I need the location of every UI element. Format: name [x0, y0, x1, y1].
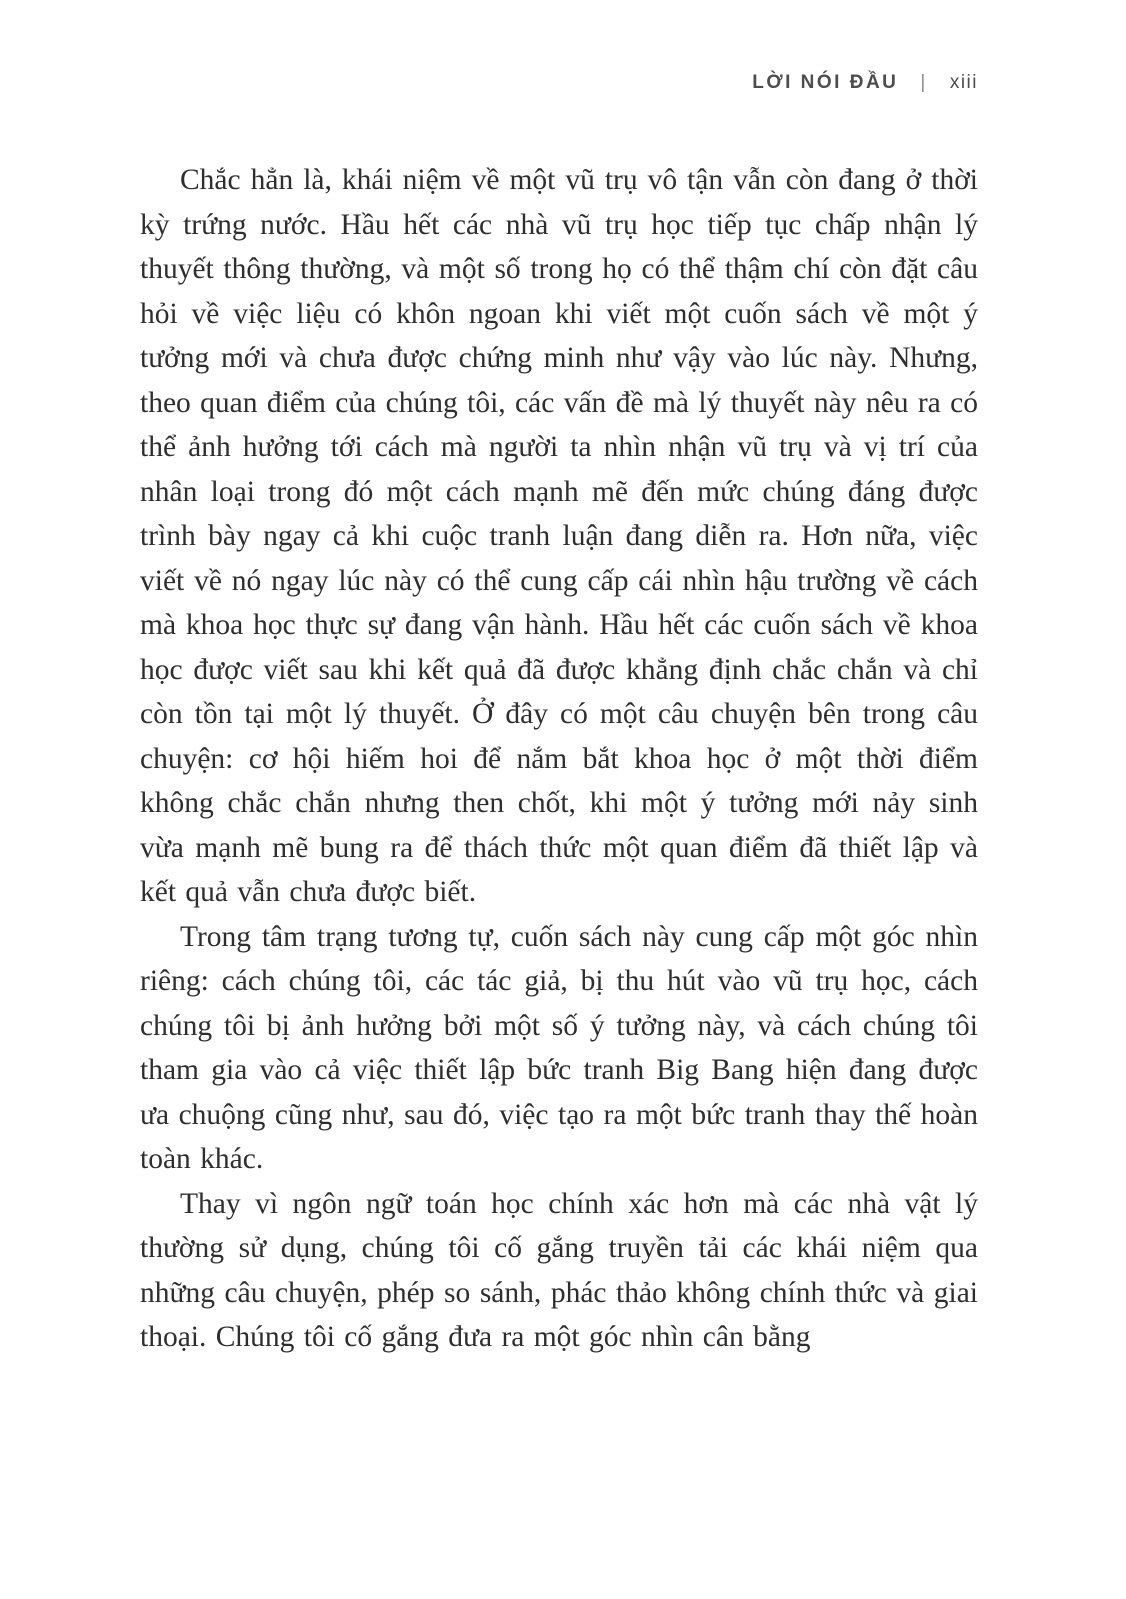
paragraph: Chắc hẳn là, khái niệm về một vũ trụ vô tận vẫn còn đang ở thời kỳ trứng nước. Hầu hết các nhà vũ trụ học tiếp tục chấp nhận lý thuyết thông thường, và một số trong họ có thể thậm chí còn đặt câu hỏi về việc liệu có khôn ngoan khi viết một cuốn sách về một ý tưởng mới và chưa được chứng minh như vậy vào lúc này. Nhưng, theo quan điểm của chúng tôi, các vấn đề mà lý thuyết này nêu ra có thể ảnh hưởng tới cách mà người ta nhìn nhận vũ trụ và vị trí của nhân loại trong đó một cách mạnh mẽ đến mức chúng đáng được trình bày ngay cả khi cuộc tranh luận đang diễn ra. Hơn nữa, việc viết về nó ngay lúc này có thể cung cấp cái nhìn hậu trường về cách mà khoa học thực sự đang vận hành. Hầu hết các cuốn sách về khoa học được viết sau khi kết quả đã được khẳng định chắc chắn và chỉ còn tồn tại một lý thuyết. Ở đây có một câu chuyện bên trong câu chuyện: cơ hội hiếm hoi để nắm bắt khoa học ở một thời điểm không chắc chắn nhưng then chốt, khi một ý tưởng mới nảy sinh vừa mạnh mẽ bung ra để thách thức một quan điểm đã thiết lập và kết quả vẫn chưa được biết.: [140, 164, 978, 908]
running-header: [140, 72, 978, 94]
section-title: LỜI NÓI ĐẦU: [752, 72, 899, 93]
header-separator: |: [920, 72, 928, 93]
page-number: xiii: [949, 72, 978, 93]
paragraph: Trong tâm trạng tương tự, cuốn sách này cung cấp một góc nhìn riêng: cách chúng tôi, các tác giả, bị thu hút vào vũ trụ học, cách chúng tôi bị ảnh hưởng bởi một số ý tưởng này, và cách chúng tôi tham gia vào cả việc thiết lập bức tranh Big Bang hiện đang được ưa chuộng cũng như, sau đó, việc tạo ra một bức tranh thay thế hoàn toàn khác.: [140, 920, 978, 1175]
paragraph: Thay vì ngôn ngữ toán học chính xác hơn mà các nhà vật lý thường sử dụng, chúng tôi cố gắng truyền tải các khái niệm qua những câu chuyện, phép so sánh, phác thảo không chính thức và giai thoại. Chúng tôi cố gắng đưa ra một góc nhìn cân bằng: [140, 1187, 978, 1353]
body-text: [140, 158, 978, 1360]
